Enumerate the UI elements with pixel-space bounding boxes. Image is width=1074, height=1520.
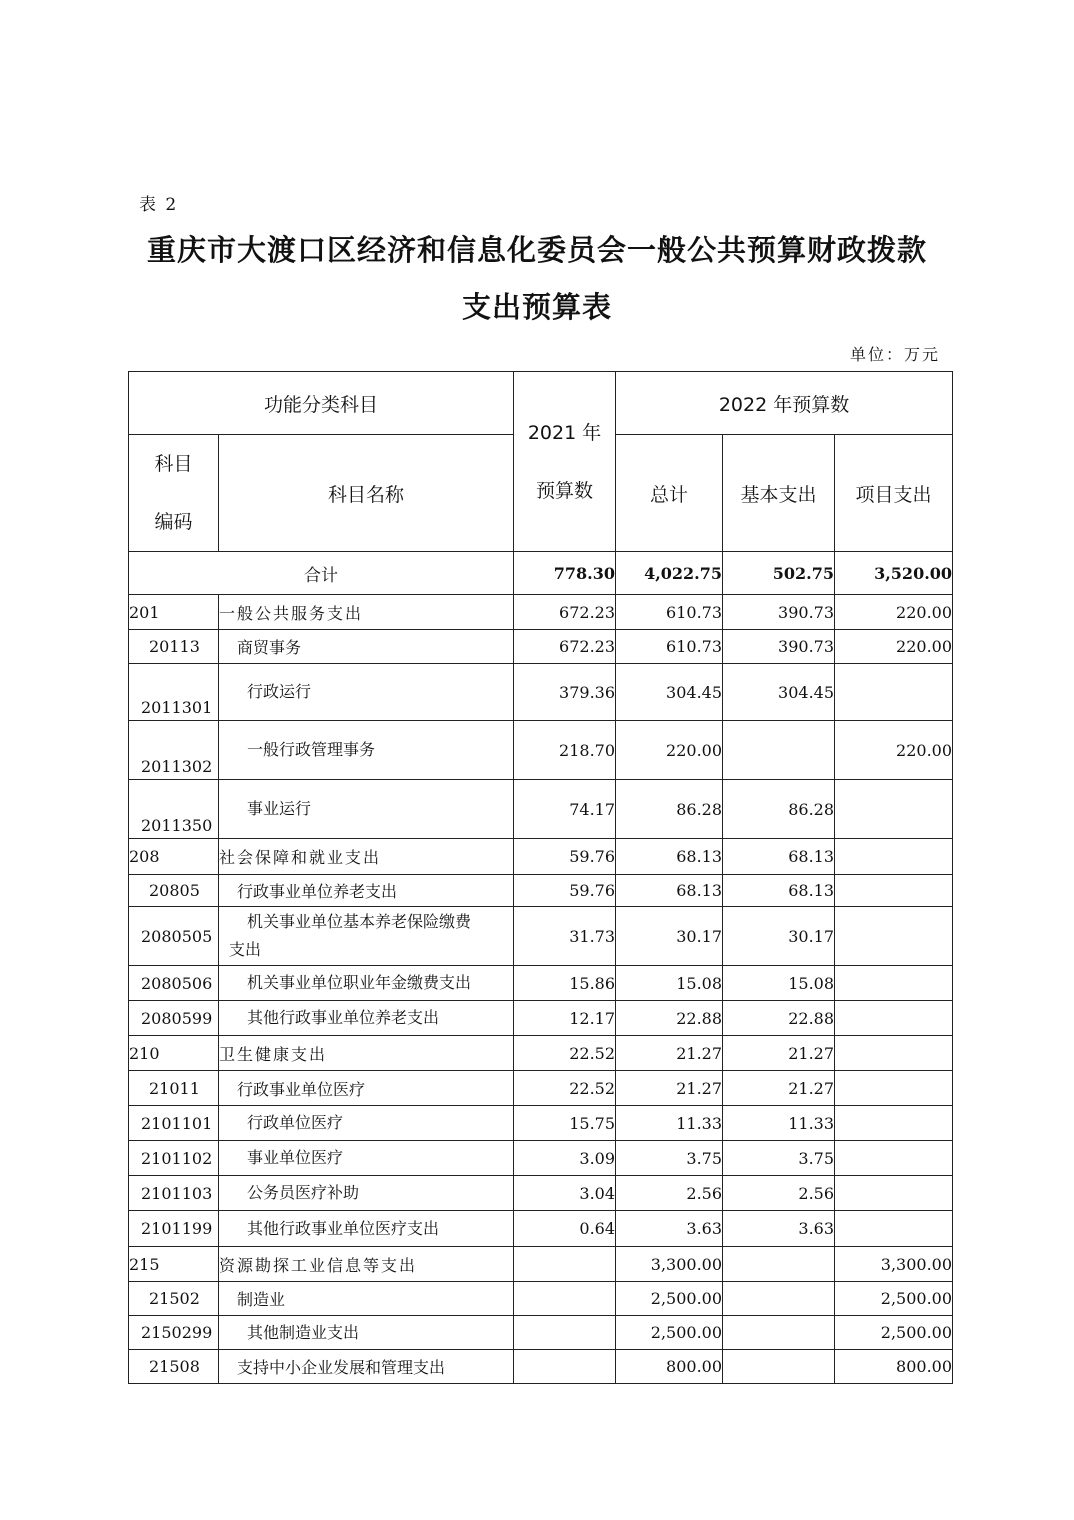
row-y2021: 379.36 [514, 664, 616, 721]
header-name: 科目名称 [219, 435, 514, 552]
table-row [129, 721, 953, 780]
row-name: 行政单位医疗 [219, 1106, 514, 1141]
row-name: 制造业 [219, 1282, 514, 1316]
row-y2021 [514, 1247, 616, 1282]
row-project [835, 1036, 953, 1071]
row-project [835, 780, 953, 839]
row-y2021: 3.09 [514, 1141, 616, 1176]
table-row [129, 780, 953, 839]
header-project: 项目支出 [835, 435, 953, 552]
row-basic: 15.08 [723, 966, 835, 1001]
row-project [835, 1071, 953, 1106]
row-y2021: 59.76 [514, 839, 616, 875]
row-name: 商贸事务 [219, 630, 514, 664]
row-y2021: 0.64 [514, 1211, 616, 1247]
row-basic: 21.27 [723, 1036, 835, 1071]
row-y2021: 218.70 [514, 721, 616, 780]
row-code: 2101199 [129, 1211, 219, 1247]
row-basic [723, 1350, 835, 1384]
row-code: 2080506 [129, 966, 219, 1001]
row-y2021: 22.52 [514, 1071, 616, 1106]
row-total: 610.73 [616, 630, 723, 664]
header-basic: 基本支出 [723, 435, 835, 552]
budget-table [128, 371, 953, 1384]
total-project: 3,520.00 [835, 552, 953, 595]
row-y2021: 59.76 [514, 875, 616, 907]
row-project: 220.00 [835, 595, 953, 630]
row-name: 行政事业单位养老支出 [219, 875, 514, 907]
table-row [129, 907, 953, 966]
row-total: 220.00 [616, 721, 723, 780]
row-total: 21.27 [616, 1071, 723, 1106]
row-basic: 390.73 [723, 630, 835, 664]
total-basic: 502.75 [723, 552, 835, 595]
row-basic: 3.75 [723, 1141, 835, 1176]
row-project: 2,500.00 [835, 1282, 953, 1316]
row-project [835, 1001, 953, 1036]
table-row [129, 1176, 953, 1211]
row-name: 其他制造业支出 [219, 1316, 514, 1350]
row-y2021: 31.73 [514, 907, 616, 966]
row-total: 22.88 [616, 1001, 723, 1036]
table-row [129, 630, 953, 664]
row-total: 2,500.00 [616, 1282, 723, 1316]
row-name: 事业单位医疗 [219, 1141, 514, 1176]
row-name: 机关事业单位职业年金缴费支出 [219, 966, 514, 1001]
table-row [129, 1282, 953, 1316]
row-name: 其他行政事业单位养老支出 [219, 1001, 514, 1036]
row-basic: 30.17 [723, 907, 835, 966]
row-basic: 3.63 [723, 1211, 835, 1247]
row-y2021: 22.52 [514, 1036, 616, 1071]
header-code [129, 435, 219, 552]
row-total: 2.56 [616, 1176, 723, 1211]
row-project [835, 839, 953, 875]
row-code: 215 [129, 1247, 219, 1282]
row-name: 社会保障和就业支出 [219, 839, 514, 875]
row-project: 800.00 [835, 1350, 953, 1384]
row-total: 21.27 [616, 1036, 723, 1071]
table-row [129, 1211, 953, 1247]
row-basic: 86.28 [723, 780, 835, 839]
row-basic: 390.73 [723, 595, 835, 630]
row-basic: 22.88 [723, 1001, 835, 1036]
table-row [129, 875, 953, 907]
row-total: 68.13 [616, 839, 723, 875]
row-total: 86.28 [616, 780, 723, 839]
row-project [835, 664, 953, 721]
row-code: 210 [129, 1036, 219, 1071]
table-row [129, 1071, 953, 1106]
header-2021-line2: 预算数 [536, 479, 594, 502]
page-title-line2: 支出预算表 [461, 290, 612, 324]
row-y2021: 15.86 [514, 966, 616, 1001]
row-basic: 304.45 [723, 664, 835, 721]
row-name [219, 907, 514, 966]
header-code-line1: 科目 [154, 453, 193, 475]
row-name: 支持中小企业发展和管理支出 [219, 1350, 514, 1384]
header-function-category: 功能分类科目 [129, 372, 514, 435]
row-total: 68.13 [616, 875, 723, 907]
row-name: 其他行政事业单位医疗支出 [219, 1211, 514, 1247]
row-code: 2080505 [129, 907, 219, 966]
unit-label: 单位：万元 [849, 345, 940, 364]
row-y2021 [514, 1350, 616, 1384]
table-row [129, 1001, 953, 1036]
table-row [129, 1247, 953, 1282]
row-total: 2,500.00 [616, 1316, 723, 1350]
row-code: 208 [129, 839, 219, 875]
row-code: 21502 [129, 1282, 219, 1316]
row-y2021 [514, 1282, 616, 1316]
table-row [129, 1141, 953, 1176]
table-row [129, 595, 953, 630]
row-code: 2080599 [129, 1001, 219, 1036]
row-project: 220.00 [835, 630, 953, 664]
row-basic [723, 1316, 835, 1350]
row-project [835, 966, 953, 1001]
table-row [129, 1316, 953, 1350]
row-code: 2101102 [129, 1141, 219, 1176]
row-y2021: 15.75 [514, 1106, 616, 1141]
row-basic [723, 1282, 835, 1316]
row-name-line1: 机关事业单位基本养老保险缴费 [247, 912, 472, 931]
row-code: 20113 [129, 630, 219, 664]
table-row [129, 1106, 953, 1141]
page-title: 重庆市大渡口区经济和信息化委员会一般公共预算财政拨款 [146, 233, 927, 267]
header-2021-line1: 2021 年 [527, 421, 602, 444]
row-basic: 2.56 [723, 1176, 835, 1211]
row-code: 21508 [129, 1350, 219, 1384]
total-row [129, 552, 953, 595]
row-basic: 68.13 [723, 839, 835, 875]
row-y2021: 12.17 [514, 1001, 616, 1036]
table-label: 表 2 [139, 195, 179, 215]
row-code: 21011 [129, 1071, 219, 1106]
row-y2021: 74.17 [514, 780, 616, 839]
row-name: 行政事业单位医疗 [219, 1071, 514, 1106]
row-code: 2150299 [129, 1316, 219, 1350]
row-basic [723, 1247, 835, 1282]
table-row [129, 1350, 953, 1384]
row-total: 800.00 [616, 1350, 723, 1384]
row-name: 一般公共服务支出 [219, 595, 514, 630]
row-name-line2: 支出 [229, 940, 262, 959]
row-total: 3,300.00 [616, 1247, 723, 1282]
total-total: 4,022.75 [616, 552, 723, 595]
row-total: 3.75 [616, 1141, 723, 1176]
row-total: 304.45 [616, 664, 723, 721]
table-row [129, 664, 953, 721]
row-project [835, 1211, 953, 1247]
row-project [835, 907, 953, 966]
row-project [835, 875, 953, 907]
row-total: 30.17 [616, 907, 723, 966]
row-name: 公务员医疗补助 [219, 1176, 514, 1211]
row-code: 2101103 [129, 1176, 219, 1211]
row-project [835, 1141, 953, 1176]
row-name: 一般行政管理事务 [219, 721, 514, 780]
row-y2021: 672.23 [514, 630, 616, 664]
row-code: 2011302 [129, 721, 219, 780]
row-total: 15.08 [616, 966, 723, 1001]
row-y2021: 3.04 [514, 1176, 616, 1211]
table-row [129, 966, 953, 1001]
row-total: 3.63 [616, 1211, 723, 1247]
header-2021-budget [514, 372, 616, 552]
row-basic: 21.27 [723, 1071, 835, 1106]
row-y2021: 672.23 [514, 595, 616, 630]
row-code: 20805 [129, 875, 219, 907]
header-total: 总计 [616, 435, 723, 552]
row-basic [723, 721, 835, 780]
total-label: 合计 [129, 552, 514, 595]
row-basic: 68.13 [723, 875, 835, 907]
row-y2021 [514, 1316, 616, 1350]
row-code: 2101101 [129, 1106, 219, 1141]
row-code: 2011301 [129, 664, 219, 721]
row-name: 事业运行 [219, 780, 514, 839]
row-basic: 11.33 [723, 1106, 835, 1141]
row-project [835, 1176, 953, 1211]
table-row [129, 839, 953, 875]
header-code-line2: 编码 [154, 511, 193, 533]
row-project [835, 1106, 953, 1141]
row-project: 220.00 [835, 721, 953, 780]
header-2022-budget: 2022 年预算数 [616, 372, 953, 435]
row-project: 3,300.00 [835, 1247, 953, 1282]
row-total: 11.33 [616, 1106, 723, 1141]
total-2021: 778.30 [514, 552, 616, 595]
row-project: 2,500.00 [835, 1316, 953, 1350]
row-total: 610.73 [616, 595, 723, 630]
row-name: 资源勘探工业信息等支出 [219, 1247, 514, 1282]
row-name: 卫生健康支出 [219, 1036, 514, 1071]
row-name: 行政运行 [219, 664, 514, 721]
row-code: 201 [129, 595, 219, 630]
row-code: 2011350 [129, 780, 219, 839]
table-row [129, 1036, 953, 1071]
